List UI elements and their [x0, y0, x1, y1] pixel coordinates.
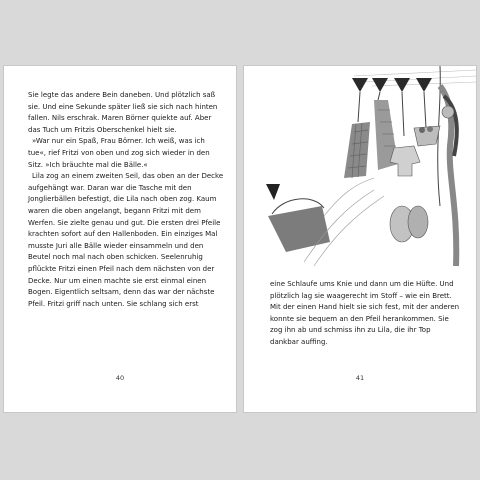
paragraph: »War nur ein Spaß, Frau Börner. Ich weiß, was ich tue«, rief Fritzi von oben und zog sich wieder in den Sitz. »Ich bräuchte mal die Bälle.«	[28, 137, 210, 169]
left-page	[4, 66, 236, 412]
hanging-bag	[344, 122, 370, 178]
page-number: 40	[115, 374, 125, 382]
hanging-shirt	[390, 146, 420, 176]
illustration	[244, 66, 476, 271]
hanging-slippers	[390, 206, 428, 242]
page-number: 41	[355, 374, 365, 382]
girl-on-silks	[440, 86, 457, 266]
paragraph: Sie legte das andere Bein daneben. Und plötzlich saß sie. Und eine Sekunde später ließ sie sich nach hinten fallen. Nils erschrak. Maren Börner quiekte auf. Aber das Tuch um Fritzis Oberschenkel hielt sie.	[28, 91, 218, 134]
right-page	[244, 66, 476, 412]
right-page-text	[270, 279, 460, 349]
basket	[414, 126, 440, 146]
paragraph: Lila zog an einem zweiten Seil, das oben an der Decke aufgehängt war. Daran war die Tasche mit den Jonglierbällen befestigt, die Lila nach oben zog. Kaum waren die oben angelangt, begann Fritzi mit dem Werfen. Sie zielte genau und gut. Die ersten drei Pfeile krachten sofort auf den Hallenboden. Ein einziges Mal musste Juri alle Bälle wieder einsammeln und den Beutel noch mal nach oben schicken. Seelenruhig pflückte Fritzi einen Pfeil nach dem nächsten von der Decke. Nur um einen machte sie erst einmal einen Bogen. Eigentlich seltsam, denn das war der nächste Pfeil. Fritzi griff nach unten. Sie schlang sich erst	[28, 172, 224, 308]
paragraph: eine Schlaufe ums Knie und dann um die Hüfte. Und plötzlich lag sie waagerecht im Stoff – wie ein Brett. Mit der einen Hand hielt sie sich fest, mit der anderen konnte sie bequem an den Pfeil herankommen. Sie zog ihn ab und schmiss ihn zu Lila, die ihr Top dankbar auffing.	[270, 280, 460, 346]
falling-bag	[266, 184, 330, 252]
left-page-text	[28, 90, 224, 310]
